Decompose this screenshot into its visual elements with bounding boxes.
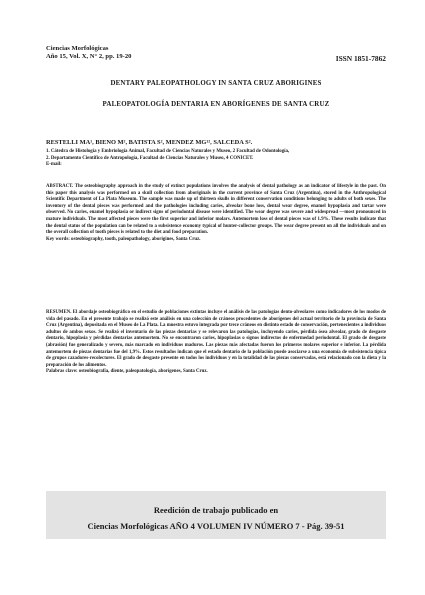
- email-label: E-mail:: [46, 162, 62, 168]
- resumen: [46, 310, 386, 376]
- title-spanish: PALEOPATOLOGÍA DENTARIA EN ABORÍGENES DE SANTA CRUZ: [102, 101, 330, 108]
- abstract-keywords: Key words: osteobiography, tooth, paleopathology, aborigines, Santa Cruz.: [46, 236, 201, 242]
- resumen-keywords: Palabras clave: osteobiografía, diente, paleopatología, aborígenes, Santa Cruz.: [46, 369, 208, 375]
- title-english: DENTARY PALEOPATHOLOGY IN SANTA CRUZ ABORIGINES: [110, 80, 322, 87]
- abstract: [46, 184, 386, 243]
- issn: ISSN 1851-7862: [335, 54, 386, 63]
- resumen-heading: RESUMEN.: [46, 310, 72, 315]
- resumen-text: El abordaje osteobiográfico en el estudio de poblaciones extintas incluye el análisis de las patologías dento-alveolares como indicadores de los modos de vida del pasado. En el presente trabajo se realizó este análisis en una colección de cráneos procedentes de aborígenes del actual territorio de la provincia de Santa Cruz (Argentina), depositada en el Museo de La Plata. La muestra estuvo integrada por trece cráneos en distinto estado de conservación, pertenecientes a individuos adultos de ambos sexos. Se realizó el inventario de las piezas dentarias y se relevaron las patologías, incluyendo caries, pérdida ósea alveolar, grado de desgaste dentario, hipoplasia y pérdidas dentarias antemortem. No se encontraron caries, hipoplasias o signos indirectos de enfermedad periodontal. El grado de desgaste (abrasión) fue generalizado y severo, más marcado en individuos maduros. Las piezas más afectadas fueron los primeros molares superior e inferior. La pérdida antemortem de piezas dentarias fue del 1,9%. Estos resultados indican que el estado dentario de la población puede asociarse a una economía de subsistencia típica de grupos cazadores-recolectores. El grado de desgaste presente en todos los individuos y en la totalidad de las piezas conservadas, está relacionado con la dieta y la preparación de los alimentos.: [46, 310, 386, 368]
- affiliation-line: 2. Departamento Científico de Antropología, Facultad de Ciencias Naturales y Museo, 4 CONICET.: [46, 155, 254, 161]
- reedition-box: [46, 491, 386, 539]
- resumen-body: [46, 310, 386, 369]
- abstract-text: The osteobiography approach in the study of extinct populations involves the analysis of dental pathology as an indicator of lifestyle in the past. On this paper this analysis was performed on a skull collection from aboriginals in the current province of Santa Cruz (Argentina), stored in the Anthropological Scientific Department of La Plata Museum. The sample was made up of thirteen skulls in different conservation conditions belonging to adults of both sexes. The inventory of the dental pieces was performed and the pathologies including caries, alveolar bone loss, dental wear degree, enamel hypoplasia and tartar were observed. No caries, enamel hypoplasia or indirect signs of periodontal disease were identified. The wear degree was severe and widespread —most pronounced in mature individuals. The most affected pieces were the first superior and inferior molars. Antemortem loss of dental pieces was of 1.9%. These results indicate that the dental status of the population can be related to a subsistence economy typical of hunter-collector groups. The wear degree present on all the individuals and on the overall collection of tooth pieces is related to the diet and food preparation.: [46, 184, 386, 236]
- affiliations: [46, 149, 386, 169]
- abstract-heading: ABSTRACT.: [46, 184, 74, 189]
- reedition-line-1: Reedición de trabajo publicado en: [153, 505, 279, 515]
- journal-name: Ciencias Morfológicas: [46, 45, 109, 52]
- reedition-line-2: Ciencias Morfológicas AÑO 4 VOLUMEN IV NÚMERO 7 - Pág. 39-51: [87, 521, 345, 531]
- abstract-body: [46, 184, 386, 237]
- authors: RESTELLI MA¹, BIENO M², BATISTA S², MENDEZ MG¹², SALCEDA S².: [46, 139, 253, 146]
- journal-issue: Año 15, Vol. X, N° 2, pp. 19-20: [46, 53, 132, 60]
- journal-header: [46, 45, 386, 61]
- affiliation-line: 1. Cátedra de Histología y Embriología Animal, Facultad de Ciencias Naturales y Museo, 2 Facultad de Odontología,: [46, 149, 290, 154]
